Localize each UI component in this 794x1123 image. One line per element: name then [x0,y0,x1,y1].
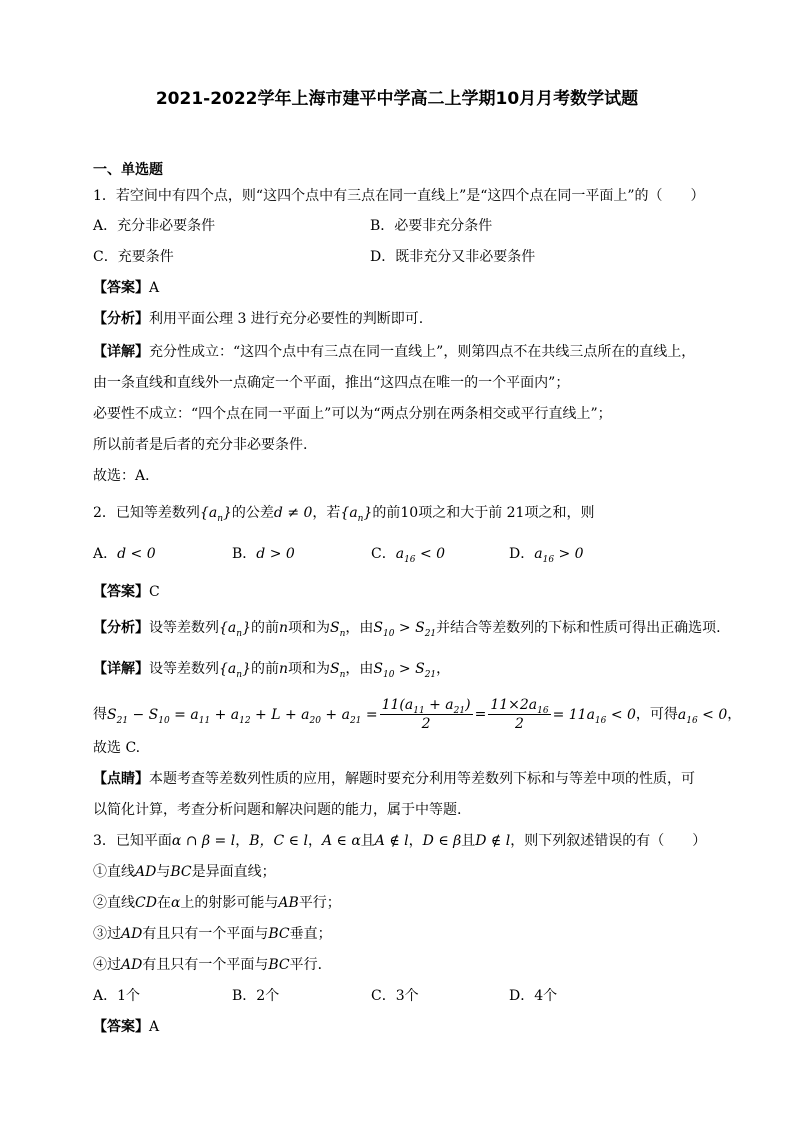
q2-stem [93,503,594,523]
q2-detail-line-1 [93,659,450,679]
math-expr: $\{a_n\}$ [199,505,232,524]
comment-text: 本题考查等差数列性质的应用，解题时要充分利用等差数列下标和与等差中项的性质，可 [149,771,695,787]
calc-text: 得 [93,706,107,723]
analysis-text: 项和为 [288,620,331,636]
q2-conclusion: 故选 C. [93,740,141,756]
q3-item-2 [93,893,341,913]
answer-tag: 【答案】 [93,1019,149,1035]
math-expr: $a_{16} > 0$ [534,546,584,565]
detail-text: 的前 [250,661,279,677]
item-text: 是异面直线； [191,864,276,880]
fraction: $\frac{11(a_{11} + a_{21})}{2}$ [381,697,471,732]
comment-tag: 【点睛】 [93,771,149,787]
item-text: ①直线 [93,864,135,880]
option-label: D． [509,546,535,562]
q1-option-d: D．既非充分又非必要条件 [370,249,536,265]
math-expr: $a_{16} < 0$ [395,546,446,565]
analysis-text: 并结合等差数列的下标和性质可得出正确选项. [436,620,721,636]
math-expr: $\{a_n\}$ [219,661,251,680]
math-expr: BC [170,864,192,880]
item-text: 与 [156,864,171,880]
math-expr: AB [278,895,299,911]
section-heading: 一、单选题 [93,162,163,178]
item-text: 上的射影可能与 [180,895,279,911]
q1-answer [93,278,159,298]
detail-tag: 【详解】 [93,344,149,360]
q1-detail-line-1 [93,342,695,362]
math-expr: AD [121,926,143,942]
detail-text: 项和为 [288,661,331,677]
calc-text: ，可得 [635,706,678,723]
math-expr: $S_n$ [330,620,346,639]
stem-text: 且 [360,833,375,849]
item-text: 平行． [289,957,332,973]
q3-item-3 [93,924,332,944]
q2-option-d [509,544,584,564]
q1-analysis [93,309,423,329]
q1-conclusion: 故选：A． [93,468,160,484]
q2-answer [93,582,160,602]
q1-option-a: A．充分非必要条件 [93,218,216,234]
q2-comment-line-2: 以简化计算，考查分析问题和解决问题的能力，属于中等题. [93,802,462,818]
item-text: 在 [156,895,171,911]
math-expr: $\{a_n\}$ [219,620,251,639]
analysis-text: 的前 [250,620,279,636]
stem-text: ，则下列叙述错误的有（ ） [510,833,707,849]
stem-text: 3．已知平面 [93,833,172,849]
math-expr: α [170,895,181,911]
q2-option-b [232,544,295,564]
analysis-text: 设等差数列 [149,620,219,636]
item-text: 有且只有一个平面与 [142,957,269,973]
item-text: ③过 [93,926,121,942]
q3-option-d: D．4个 [509,988,558,1004]
q2-option-a [93,544,156,564]
q3-option-c: C．3个 [371,988,419,1004]
math-expr: $S_n$ [330,661,346,680]
math-expr: BC [268,926,290,942]
q3-item-1 [93,862,276,882]
math-expr: CD [135,895,157,911]
detail-text: ， [436,661,451,677]
math-expr: D ∈ β [422,833,462,849]
math-expr: D ∉ l [475,833,511,849]
math-expr: A ∉ l [374,833,409,849]
q3-option-a: A．1个 [93,988,141,1004]
detail-text: ，由 [345,661,374,677]
stem-text: 且 [461,833,476,849]
stem-text: ，若 [312,505,341,521]
math-expr: α ∩ β = l [171,833,236,849]
q2-analysis [93,618,721,638]
math-expr: B，C ∈ l [249,833,308,849]
page-title: 2021-2022学年上海市建平中学高二上学期10月月考数学试题 [155,89,639,109]
math-expr: $S_{10} > S_{21}$ [373,620,437,639]
math-expr: d ≠ 0 [273,505,313,521]
item-text: 平行； [298,895,341,911]
q3-answer [93,1017,159,1037]
math-expr: n [278,661,289,677]
math-expr: $S_{10} > S_{21}$ [373,661,437,680]
q1-detail-line-4: 所以前者是后者的充分非必要条件. [93,437,308,453]
q2-calculation [93,696,741,733]
q3-option-b: B．2个 [232,988,280,1004]
q3-item-4 [93,955,332,975]
detail-text: 充分性成立：“这四个点中有三点在同一直线上”，则第四点不在共线三点所在的直线上， [149,344,696,360]
math-expr: AD [121,957,143,973]
math-expr: AD [135,864,157,880]
analysis-text: ，由 [345,620,374,636]
answer-value: A [149,1019,160,1035]
calc-text: ， [727,706,742,723]
math-expr: $S_{21} - S_{10} = a_{11} + a_{12} + L + a_{20} + a_{21}$ = [107,706,378,726]
math-expr: = $11a_{16} < 0$ [552,706,636,726]
answer-value: C [149,584,160,600]
math-expr: A ∈ α [321,833,361,849]
option-label: A． [93,546,118,562]
math-expr: = [474,706,487,723]
item-text: ④过 [93,957,121,973]
option-label: B． [232,546,257,562]
q2-option-c [371,544,445,564]
math-expr: n [278,620,289,636]
math-expr: $\{a_n\}$ [340,505,373,524]
math-expr: d > 0 [256,546,295,562]
detail-tag: 【详解】 [93,661,149,677]
math-expr: d < 0 [117,546,156,562]
q1-option-c: C．充要条件 [93,249,174,265]
answer-tag: 【答案】 [93,584,149,600]
analysis-text: 利用平面公理 3 进行充分必要性的判断即可. [149,311,424,327]
stem-text: 的公差 [231,505,274,521]
q2-comment-line-1 [93,769,695,789]
item-text: 有且只有一个平面与 [142,926,269,942]
stem-text: 2．已知等差数列 [93,505,200,521]
q1-detail-line-2: 由一条直线和直线外一点确定一个平面，推出“这四点在唯一的一个平面内”； [93,375,570,391]
answer-tag: 【答案】 [93,280,149,296]
item-text: ②直线 [93,895,135,911]
q1-detail-line-3: 必要性不成立：“四个点在同一平面上”可以为“两点分别在两条相交或平行直线上”； [93,406,612,422]
math-expr: $a_{16} < 0$ [677,706,728,726]
answer-value: A [149,280,160,296]
stem-text: 的前10项之和大于前 21项之和，则 [372,505,595,521]
option-label: C． [371,546,396,562]
q1-stem: 1．若空间中有四个点，则“这四个点中有三点在同一直线上”是“这四个点在同一平面上”的（ ） [93,188,705,204]
stem-text: ， [235,833,250,849]
stem-text: ， [408,833,423,849]
analysis-tag: 【分析】 [93,311,149,327]
detail-text: 设等差数列 [149,661,219,677]
math-expr: BC [268,957,290,973]
fraction: $\frac{11\times 2a_{16}}{2}$ [490,697,549,732]
item-text: 垂直； [289,926,332,942]
stem-text: ， [307,833,322,849]
q1-option-b: B．必要非充分条件 [370,218,493,234]
q3-stem [93,831,706,851]
analysis-tag: 【分析】 [93,620,149,636]
